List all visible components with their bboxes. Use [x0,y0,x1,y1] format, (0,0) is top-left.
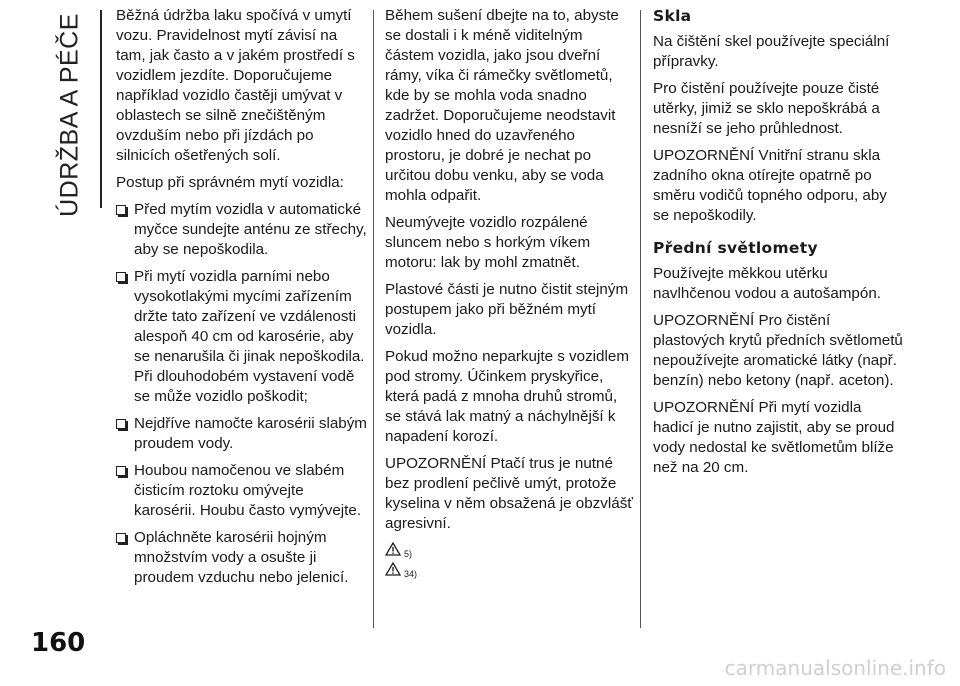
intro-paragraph: Běžná údržba laku spočívá v umytí vozu. Pravidelnost mytí závisí na tam, jak často a v jakém prostředí s vozidlem jezdíte. Doporučujeme například vozidlo častěji umývat v oblastech se silně znečištěným ovzduším nebo při jízdách po silnicích ošetřených solí. [116,7,355,164]
list-item [116,267,368,407]
sun-paragraph: Neumývejte vozidlo rozpálené sluncem nebo s horkým víkem motoru: lak by mohl zmatnět. [385,214,591,271]
warning-triangle-icon [385,542,401,556]
column-divider-2 [640,10,641,628]
headlights-heading: Přední světlomety [653,239,818,257]
column-2 [385,6,635,579]
glass-paragraph: Pro čistění používejte pouze čisté utěrky, jimiž se sklo nepoškrábá a nesníží se jeho průhlednost. [653,80,880,137]
headlights-warning: UPOZORNĚNÍ Při mytí vozidla hadicí je nutno zajistit, aby se proud vody nedostal ke světlometům blíže než na 20 cm. [653,399,895,476]
checkbox-bullet-icon [116,533,126,543]
glass-paragraph: Na čištění skel používejte speciální přípravky. [653,33,890,70]
warning-triangle-icon [385,562,401,576]
warning-reference[interactable] [385,541,635,559]
bird-droppings-warning: UPOZORNĚNÍ Ptačí trus je nutné bez prodlení pečlivě umýt, protože kyselina v něm obsažená je obzvlášť agresivní. [385,455,633,532]
glass-heading: Skla [653,7,692,25]
page-number: 160 [31,628,86,658]
checkbox-bullet-icon [116,205,126,215]
list-item [116,528,368,588]
column-divider-1 [373,10,374,628]
section-title [50,10,90,220]
warning-reference[interactable] [385,561,635,579]
list-item-text: Při mytí vozidla parními nebo vysokotlakými mycími zařízením držte tato zařízení ve vzdálenosti alespoň 40 cm od karosérie, aby se nenarušila či jinak nepoškodila. Při dlouhodobém vystavení vodě se může vozidlo poškodit; [134,268,365,405]
drying-paragraph: Během sušení dbejte na to, abyste se dostali i k méně viditelným částem vozidla, jako jsou dveřní rámy, víka či rámečky světlometů, kde by se mohla voda snadno zadržet. Doporučujeme neodstavit vozidlo hned do uzavřeného prostoru, je dobré je nechat po určitou dobu venku, aby se voda mohla odpařit. [385,7,619,204]
checkbox-bullet-icon [116,272,126,282]
list-item [116,461,368,521]
checkbox-bullet-icon [116,466,126,476]
list-item-text: Nejdříve namočte karosérii slabým proudem vody. [134,415,367,452]
warning-reference-number: 5) [404,549,413,559]
list-item-text: Před mytím vozidla v automatické myčce sundejte anténu ze střechy, aby se nepoškodila. [134,201,367,258]
plastic-paragraph: Plastové části je nutno čistit stejným postupem jako při běžném mytí vozidla. [385,281,629,338]
list-item-text: Opláchněte karosérii hojným množstvím vody a osušte ji proudem vzduchu nebo jelenicí. [134,529,349,586]
trees-paragraph: Pokud možno neparkujte s vozidlem pod stromy. Účinkem pryskyřice, která padá z mnoha druhů stromů, se stává lak matný a náchylnější k napadení korozí. [385,348,629,445]
headlights-warning: UPOZORNĚNÍ Pro čistění plastových krytů předních světlometů nepoužívejte aromatické látky (např. benzín) nebo ketony (např. aceton). [653,312,903,389]
column-3 [653,6,905,485]
glass-warning: UPOZORNĚNÍ Vnitřní stranu skla zadního okna otírejte opatrně po směru vodičů topného odporu, aby se nepoškodily. [653,147,887,224]
list-item [116,414,368,454]
section-title-text: ÚDRŽBA A PÉČE [55,13,84,217]
list-item [116,200,368,260]
column-1 [116,6,368,595]
section-title-rule [100,10,102,208]
headlights-paragraph: Používejte měkkou utěrku navlhčenou vodou a autošampón. [653,265,881,302]
watermark: carmanualsonline.info [724,656,946,680]
warning-reference-number: 34) [404,569,418,579]
procedure-lead: Postup při správném mytí vozidla: [116,174,344,191]
list-item-text: Houbou namočenou ve slabém čisticím roztoku omývejte karosérii. Houbu často vymývejte. [134,462,362,519]
checkbox-bullet-icon [116,419,126,429]
